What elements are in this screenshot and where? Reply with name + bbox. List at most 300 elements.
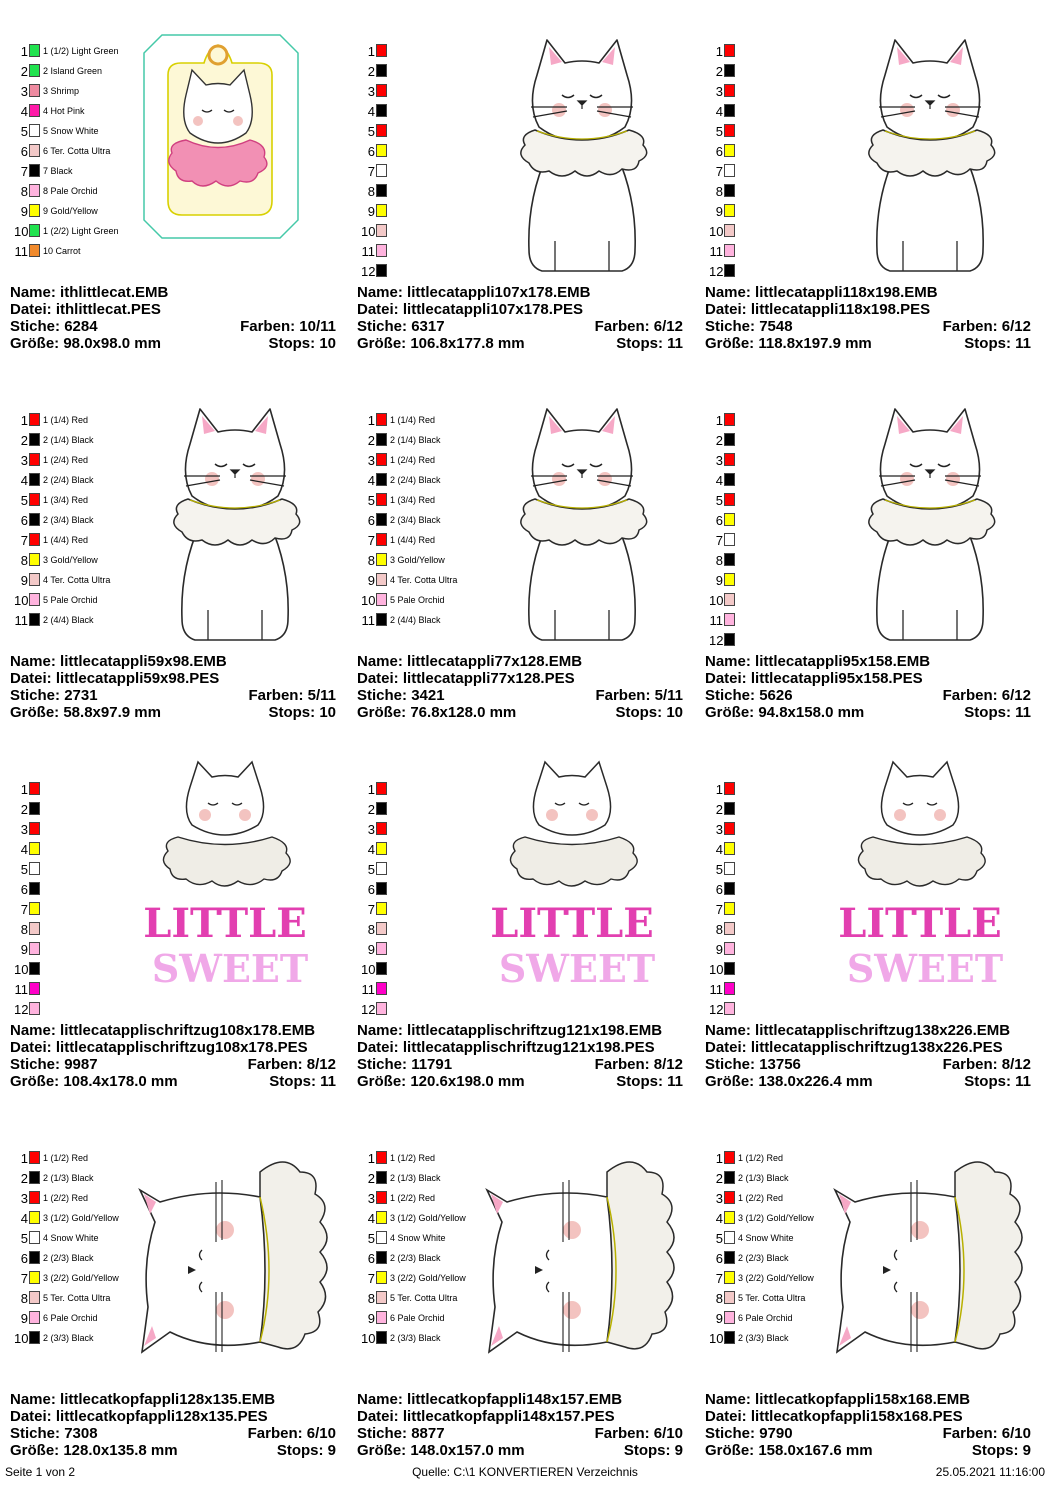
stitch-label: Stiche: bbox=[357, 1425, 408, 1442]
cat-lettering-preview bbox=[815, 757, 1045, 1002]
color-swatch-row bbox=[361, 103, 481, 123]
info-stitch-line bbox=[357, 687, 683, 704]
design-file: littlecatapplischriftzug108x178.PES bbox=[55, 1039, 308, 1056]
name-label: Name: bbox=[10, 284, 56, 301]
swatch-label: 5 Ter. Cotta Ultra bbox=[43, 1293, 111, 1303]
swatch-number: 2 bbox=[20, 802, 28, 817]
design-name: littlecatkopfappli128x135.EMB bbox=[60, 1391, 276, 1408]
color-swatch-row bbox=[709, 901, 829, 921]
swatch-label: 5 Snow White bbox=[43, 126, 99, 136]
color-swatch-row bbox=[361, 83, 481, 103]
stop-count: 9 bbox=[1022, 1442, 1031, 1459]
swatch-color bbox=[376, 902, 387, 915]
swatch-number: 3 bbox=[367, 1191, 375, 1206]
stops-label: Stops: bbox=[616, 1073, 663, 1090]
swatch-label: 1 (2/4) Red bbox=[390, 455, 436, 465]
color-swatch-row bbox=[709, 123, 829, 143]
color-count: 10/11 bbox=[299, 318, 336, 335]
info-stitch-line bbox=[10, 687, 336, 704]
color-swatch-row bbox=[709, 63, 829, 83]
swatch-label: 4 Snow White bbox=[390, 1233, 446, 1243]
design-info bbox=[705, 1391, 1031, 1459]
swatch-number: 11 bbox=[14, 244, 28, 259]
color-swatch-row bbox=[14, 861, 134, 881]
footer-datetime: 25.05.2021 11:16:00 bbox=[935, 1465, 1045, 1479]
info-stitch-line bbox=[705, 1425, 1031, 1442]
swatch-number: 6 bbox=[715, 144, 723, 159]
design-card bbox=[357, 384, 697, 744]
swatch-color bbox=[29, 1271, 40, 1284]
swatch-number: 5 bbox=[20, 862, 28, 877]
file-label: Datei: bbox=[10, 1039, 52, 1056]
color-swatch-row bbox=[361, 961, 481, 981]
swatch-number: 5 bbox=[20, 493, 28, 508]
design-info bbox=[10, 1391, 336, 1459]
swatch-number: 4 bbox=[367, 1211, 375, 1226]
swatch-color bbox=[724, 613, 735, 626]
swatch-number: 11 bbox=[709, 613, 723, 628]
swatch-color bbox=[376, 1311, 387, 1324]
swatch-color bbox=[376, 1002, 387, 1015]
swatch-number: 4 bbox=[715, 473, 723, 488]
color-swatch-row bbox=[14, 512, 134, 532]
info-name-line bbox=[705, 284, 1031, 301]
swatch-number: 8 bbox=[20, 184, 28, 199]
color-swatch-row bbox=[709, 83, 829, 103]
info-size-line bbox=[357, 1442, 683, 1459]
swatch-label: 7 Black bbox=[43, 166, 73, 176]
swatch-number: 7 bbox=[715, 902, 723, 917]
swatch-color bbox=[29, 413, 40, 426]
color-swatch-row bbox=[361, 1290, 481, 1310]
stop-count: 10 bbox=[319, 704, 336, 721]
swatch-color bbox=[376, 164, 387, 177]
swatch-number: 2 bbox=[715, 64, 723, 79]
art-text-sweet: SWEET bbox=[151, 946, 309, 991]
cat-head-preview bbox=[815, 1142, 1045, 1387]
color-swatch-row bbox=[14, 1190, 134, 1210]
swatch-color bbox=[724, 104, 735, 117]
head-face bbox=[835, 1190, 960, 1352]
swatch-label: 3 (1/2) Gold/Yellow bbox=[738, 1213, 814, 1223]
color-swatch-row bbox=[709, 612, 829, 632]
swatch-number: 7 bbox=[20, 533, 28, 548]
swatch-color bbox=[376, 982, 387, 995]
stitch-count: 8877 bbox=[411, 1425, 445, 1442]
file-label: Datei: bbox=[357, 301, 399, 318]
name-label: Name: bbox=[705, 653, 751, 670]
swatch-number: 9 bbox=[20, 1311, 28, 1326]
stop-count: 11 bbox=[1015, 704, 1031, 721]
swatch-color bbox=[724, 84, 735, 97]
info-size-line bbox=[705, 1442, 1031, 1459]
swatch-number: 9 bbox=[20, 204, 28, 219]
info-stitch-line bbox=[357, 318, 683, 335]
design-card bbox=[357, 15, 697, 375]
swatch-label: 2 Island Green bbox=[43, 66, 103, 76]
swatch-color bbox=[376, 593, 387, 606]
swatch-label: 2 (1/4) Black bbox=[43, 435, 94, 445]
swatch-color bbox=[724, 573, 735, 586]
swatch-number: 9 bbox=[715, 1311, 723, 1326]
swatch-color bbox=[29, 962, 40, 975]
name-label: Name: bbox=[705, 284, 751, 301]
size-label: Größe: bbox=[705, 335, 755, 352]
colors-label: Farben: bbox=[247, 1056, 303, 1073]
color-swatch-row bbox=[14, 1230, 134, 1250]
color-swatch-list bbox=[361, 781, 481, 1021]
swatch-number: 7 bbox=[367, 1271, 375, 1286]
swatch-color bbox=[724, 1231, 735, 1244]
color-swatch-row bbox=[361, 183, 481, 203]
swatch-label: 3 (2/2) Gold/Yellow bbox=[43, 1273, 119, 1283]
design-file: littlecatappli59x98.PES bbox=[55, 670, 220, 687]
info-size-line bbox=[10, 704, 336, 721]
color-swatch-row bbox=[361, 1230, 481, 1250]
design-name: littlecatkopfappli148x157.EMB bbox=[407, 1391, 623, 1408]
colors-label: Farben: bbox=[247, 1425, 303, 1442]
color-count: 6/10 bbox=[306, 1425, 336, 1442]
size-label: Größe: bbox=[10, 335, 60, 352]
swatch-number: 3 bbox=[20, 84, 28, 99]
swatch-color bbox=[724, 204, 735, 217]
swatch-color bbox=[29, 1291, 40, 1304]
swatch-color bbox=[376, 1231, 387, 1244]
color-swatch-row bbox=[709, 1270, 829, 1290]
swatch-number: 5 bbox=[367, 862, 375, 877]
stops-label: Stops: bbox=[268, 335, 316, 352]
swatch-number: 9 bbox=[367, 1311, 375, 1326]
swatch-color bbox=[376, 942, 387, 955]
design-size: 118.8x197.9 mm bbox=[758, 335, 872, 352]
swatch-number: 5 bbox=[715, 1231, 723, 1246]
design-info bbox=[10, 284, 336, 352]
swatch-number: 3 bbox=[715, 822, 723, 837]
info-stitch-line bbox=[357, 1056, 683, 1073]
swatch-color bbox=[376, 124, 387, 137]
swatch-color bbox=[376, 862, 387, 875]
info-name-line bbox=[357, 1391, 683, 1408]
stop-count: 9 bbox=[327, 1442, 336, 1459]
swatch-label: 1 (3/4) Red bbox=[390, 495, 436, 505]
color-swatch-row bbox=[709, 263, 829, 283]
color-swatch-row bbox=[14, 612, 134, 632]
swatch-color bbox=[724, 244, 735, 257]
color-swatch-row bbox=[14, 961, 134, 981]
swatch-color bbox=[376, 44, 387, 57]
color-count: 6/12 bbox=[653, 318, 683, 335]
color-swatch-row bbox=[709, 452, 829, 472]
color-count: 8/12 bbox=[306, 1056, 336, 1073]
color-swatch-row bbox=[361, 572, 481, 592]
swatch-number: 7 bbox=[367, 164, 375, 179]
color-swatch-row bbox=[14, 432, 134, 452]
swatch-number: 1 bbox=[20, 782, 28, 797]
swatch-number: 8 bbox=[20, 1291, 28, 1306]
info-size-line bbox=[357, 704, 683, 721]
swatch-number: 7 bbox=[20, 1271, 28, 1286]
design-card bbox=[705, 15, 1045, 375]
swatch-number: 11 bbox=[709, 982, 723, 997]
swatch-color bbox=[376, 513, 387, 526]
swatch-color bbox=[376, 1331, 387, 1344]
color-swatch-row bbox=[361, 801, 481, 821]
swatch-color bbox=[376, 64, 387, 77]
swatch-color bbox=[376, 802, 387, 815]
swatch-number: 4 bbox=[715, 104, 723, 119]
swatch-color bbox=[29, 802, 40, 815]
swatch-color bbox=[29, 553, 40, 566]
info-stitch-line bbox=[10, 1425, 336, 1442]
stitch-label: Stiche: bbox=[705, 1056, 756, 1073]
colors-label: Farben: bbox=[594, 318, 650, 335]
color-swatch-row bbox=[709, 592, 829, 612]
swatch-color bbox=[724, 1271, 735, 1284]
swatch-color bbox=[376, 842, 387, 855]
design-info bbox=[705, 653, 1031, 721]
swatch-number: 5 bbox=[367, 493, 375, 508]
color-swatch-row bbox=[709, 103, 829, 123]
swatch-color bbox=[724, 453, 735, 466]
footer-source: Quelle: C:\1 KONVERTIEREN Verzeichnis bbox=[412, 1465, 638, 1479]
name-label: Name: bbox=[357, 653, 403, 670]
color-swatch-row bbox=[709, 1250, 829, 1270]
swatch-number: 1 bbox=[20, 413, 28, 428]
color-swatch-row bbox=[709, 552, 829, 572]
art-text-sweet: SWEET bbox=[498, 946, 656, 991]
file-label: Datei: bbox=[357, 670, 399, 687]
color-swatch-row bbox=[709, 243, 829, 263]
head-ruffle bbox=[955, 1162, 1022, 1349]
color-swatch-row bbox=[709, 532, 829, 552]
swatch-color bbox=[724, 962, 735, 975]
swatch-color bbox=[29, 1191, 40, 1204]
design-size: 58.8x97.9 mm bbox=[63, 704, 161, 721]
color-count: 6/12 bbox=[1001, 687, 1031, 704]
swatch-color bbox=[29, 1251, 40, 1264]
color-swatch-row bbox=[14, 981, 134, 1001]
stop-count: 11 bbox=[667, 335, 683, 352]
info-name-line bbox=[10, 1022, 336, 1039]
info-stitch-line bbox=[705, 318, 1031, 335]
swatch-label: 8 Pale Orchid bbox=[43, 186, 98, 196]
color-count: 6/12 bbox=[1001, 318, 1031, 335]
color-swatch-row bbox=[709, 781, 829, 801]
swatch-color bbox=[724, 473, 735, 486]
size-label: Größe: bbox=[357, 704, 407, 721]
design-info bbox=[357, 284, 683, 352]
name-label: Name: bbox=[357, 1391, 403, 1408]
info-stitch-line bbox=[705, 687, 1031, 704]
color-swatch-row bbox=[14, 532, 134, 552]
swatch-color bbox=[376, 144, 387, 157]
swatch-color bbox=[724, 802, 735, 815]
color-swatch-row bbox=[361, 223, 481, 243]
color-swatch-row bbox=[361, 1001, 481, 1021]
swatch-color bbox=[724, 1191, 735, 1204]
swatch-number: 10 bbox=[361, 224, 376, 239]
swatch-color bbox=[29, 124, 40, 137]
swatch-number: 8 bbox=[367, 553, 375, 568]
design-info bbox=[357, 1022, 683, 1090]
design-size: 94.8x158.0 mm bbox=[758, 704, 865, 721]
color-swatch-row bbox=[709, 821, 829, 841]
swatch-number: 8 bbox=[367, 1291, 375, 1306]
color-swatch-row bbox=[14, 1001, 134, 1021]
swatch-number: 6 bbox=[715, 882, 723, 897]
swatch-color bbox=[29, 244, 40, 257]
stop-count: 10 bbox=[319, 335, 336, 352]
color-swatch-row bbox=[709, 512, 829, 532]
swatch-number: 4 bbox=[367, 104, 375, 119]
head-face bbox=[140, 1190, 265, 1352]
info-name-line bbox=[357, 653, 683, 670]
swatch-color bbox=[29, 862, 40, 875]
swatch-number: 2 bbox=[715, 802, 723, 817]
stitch-count: 6317 bbox=[411, 318, 445, 335]
swatch-label: 1 (2/2) Red bbox=[43, 1193, 89, 1203]
swatch-label: 2 (2/4) Black bbox=[43, 475, 94, 485]
info-file-line bbox=[357, 1408, 683, 1425]
swatch-color bbox=[376, 204, 387, 217]
color-swatch-row bbox=[14, 1250, 134, 1270]
design-size: 120.6x198.0 mm bbox=[410, 1073, 525, 1090]
stitch-label: Stiche: bbox=[10, 1056, 61, 1073]
swatch-color bbox=[724, 533, 735, 546]
swatch-label: 2 (1/4) Black bbox=[390, 435, 441, 445]
swatch-color bbox=[29, 782, 40, 795]
stops-label: Stops: bbox=[623, 1442, 671, 1459]
stitch-label: Stiche: bbox=[357, 687, 408, 704]
info-file-line bbox=[705, 1408, 1031, 1425]
swatch-number: 4 bbox=[367, 842, 375, 857]
stops-label: Stops: bbox=[964, 704, 1011, 721]
info-name-line bbox=[357, 1022, 683, 1039]
swatch-number: 4 bbox=[367, 473, 375, 488]
swatch-number: 8 bbox=[715, 1291, 723, 1306]
swatch-label: 1 (1/2) Red bbox=[738, 1153, 784, 1163]
color-swatch-row bbox=[361, 143, 481, 163]
swatch-number: 6 bbox=[20, 513, 28, 528]
color-swatch-row bbox=[361, 203, 481, 223]
color-swatch-row bbox=[14, 552, 134, 572]
swatch-color bbox=[724, 1151, 735, 1164]
color-swatch-row bbox=[709, 1210, 829, 1230]
color-swatch-row bbox=[361, 861, 481, 881]
color-swatch-row bbox=[14, 1270, 134, 1290]
swatch-color bbox=[724, 553, 735, 566]
color-swatch-row bbox=[361, 881, 481, 901]
swatch-label: 3 Gold/Yellow bbox=[43, 555, 98, 565]
swatch-number: 1 bbox=[715, 413, 723, 428]
swatch-label: 3 (1/2) Gold/Yellow bbox=[390, 1213, 466, 1223]
design-file: littlecatappli95x158.PES bbox=[750, 670, 923, 687]
swatch-number: 3 bbox=[367, 84, 375, 99]
color-swatch-row bbox=[14, 941, 134, 961]
color-swatch-row bbox=[709, 1310, 829, 1330]
swatch-number: 11 bbox=[14, 982, 28, 997]
swatch-color bbox=[29, 1151, 40, 1164]
stitch-count: 6284 bbox=[64, 318, 98, 335]
swatch-label: 4 Ter. Cotta Ultra bbox=[390, 575, 458, 585]
swatch-color bbox=[376, 1211, 387, 1224]
swatch-label: 6 Pale Orchid bbox=[43, 1313, 98, 1323]
swatch-color bbox=[29, 204, 40, 217]
swatch-number: 5 bbox=[20, 1231, 28, 1246]
swatch-number: 2 bbox=[367, 64, 375, 79]
color-swatch-list bbox=[709, 412, 829, 652]
color-swatch-list bbox=[709, 1150, 829, 1350]
swatch-color bbox=[376, 533, 387, 546]
size-label: Größe: bbox=[705, 1073, 755, 1090]
info-file-line bbox=[10, 301, 336, 318]
design-card bbox=[357, 753, 697, 1113]
swatch-number: 5 bbox=[367, 1231, 375, 1246]
swatch-label: 1 (4/4) Red bbox=[390, 535, 436, 545]
cat-lettering-preview bbox=[467, 757, 697, 1002]
info-size-line bbox=[357, 335, 683, 352]
swatch-number: 8 bbox=[715, 184, 723, 199]
swatch-color bbox=[29, 1002, 40, 1015]
swatch-number: 9 bbox=[715, 942, 723, 957]
colors-label: Farben: bbox=[240, 318, 296, 335]
stops-label: Stops: bbox=[971, 1442, 1019, 1459]
stop-count: 10 bbox=[666, 704, 683, 721]
color-swatch-row bbox=[361, 592, 481, 612]
stitch-label: Stiche: bbox=[705, 687, 756, 704]
size-label: Größe: bbox=[10, 704, 60, 721]
swatch-label: 2 (1/3) Black bbox=[390, 1173, 441, 1183]
color-swatch-list bbox=[14, 412, 134, 632]
swatch-number: 6 bbox=[20, 144, 28, 159]
info-stitch-line bbox=[705, 1056, 1031, 1073]
size-label: Größe: bbox=[10, 1442, 60, 1459]
color-swatch-row bbox=[361, 781, 481, 801]
swatch-label: 6 Pale Orchid bbox=[738, 1313, 793, 1323]
design-size: 158.0x167.6 mm bbox=[758, 1442, 873, 1459]
info-name-line bbox=[705, 1022, 1031, 1039]
color-swatch-list bbox=[361, 43, 481, 283]
cat-head bbox=[880, 409, 979, 510]
swatch-color bbox=[29, 822, 40, 835]
swatch-color bbox=[724, 124, 735, 137]
swatch-color bbox=[29, 513, 40, 526]
swatch-color bbox=[29, 982, 40, 995]
swatch-number: 7 bbox=[367, 533, 375, 548]
info-name-line bbox=[10, 653, 336, 670]
swatch-color bbox=[29, 882, 40, 895]
info-file-line bbox=[357, 670, 683, 687]
file-label: Datei: bbox=[10, 1408, 52, 1425]
swatch-color bbox=[29, 533, 40, 546]
swatch-number: 1 bbox=[715, 1151, 723, 1166]
design-card bbox=[10, 15, 350, 375]
swatch-color bbox=[29, 902, 40, 915]
swatch-label: 2 (2/3) Black bbox=[738, 1253, 789, 1263]
design-file: littlecatkopfappli128x135.PES bbox=[55, 1408, 268, 1425]
color-swatch-row bbox=[709, 1230, 829, 1250]
info-size-line bbox=[357, 1073, 683, 1090]
info-file-line bbox=[10, 1408, 336, 1425]
swatch-label: 5 Ter. Cotta Ultra bbox=[738, 1293, 806, 1303]
swatch-number: 4 bbox=[20, 1211, 28, 1226]
swatch-number: 12 bbox=[709, 1002, 724, 1017]
colors-label: Farben: bbox=[942, 1425, 998, 1442]
swatch-color bbox=[724, 433, 735, 446]
color-swatch-row bbox=[361, 921, 481, 941]
swatch-number: 3 bbox=[20, 453, 28, 468]
swatch-color bbox=[724, 1331, 735, 1344]
